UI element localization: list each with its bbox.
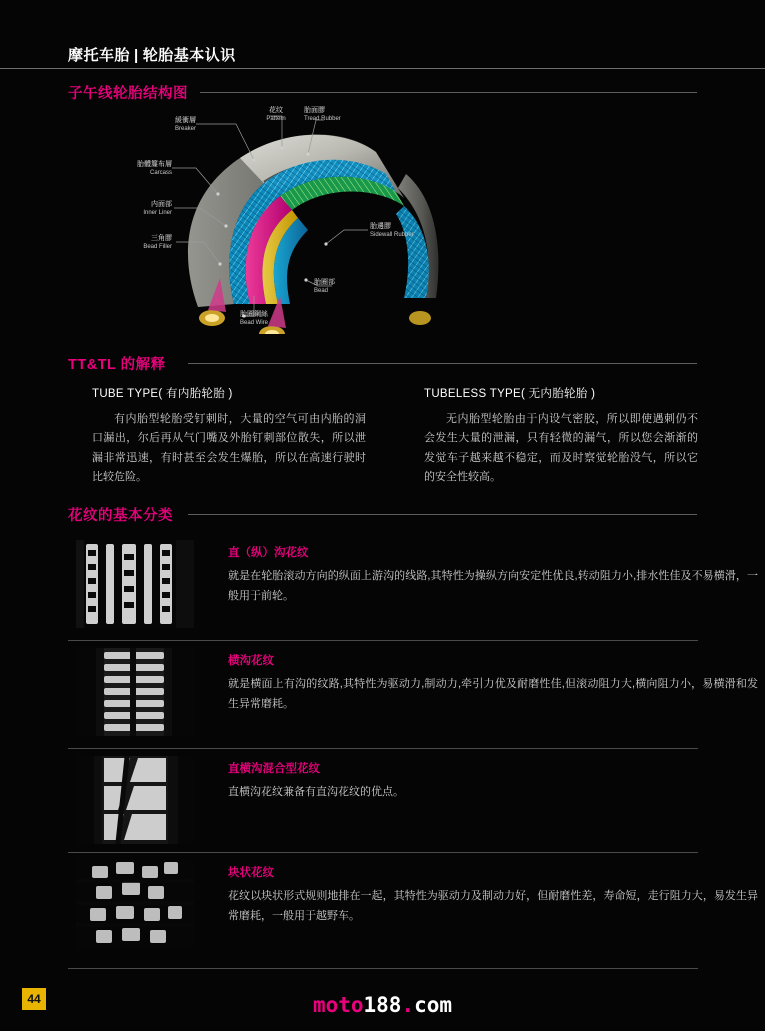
- diagram-label-sidewall-rubber: [370, 222, 470, 240]
- tube-type-title: TUBE TYPE( 有内胎轮胎 ): [92, 388, 233, 400]
- diagram-label-breaker: [108, 116, 196, 134]
- brand-dot: .: [401, 993, 415, 1017]
- diagram-label-bead-wire-cn: 胎圈鋼絲: [240, 311, 268, 318]
- brand-suffix: com: [414, 993, 453, 1017]
- diagram-label-tread-rubber-cn: 胎面膠: [304, 107, 325, 114]
- mixed-groove-tread-image: [76, 756, 194, 844]
- section-title-structure: 子午线轮胎结构图: [68, 86, 188, 102]
- header-left-title: 摩托车胎: [68, 47, 131, 64]
- tube-type-body: 有内胎型轮胎受钉刺时，大量的空气可由内胎的洞口漏出，尔后再从气门嘴及外胎钉刺部位散失，所以泄漏非常迅速，有时甚至会发生爆胎，所以在高速行驶时比较危险。: [92, 413, 366, 483]
- header-separator: |: [134, 47, 139, 64]
- section-rule-structure: [200, 92, 697, 93]
- pattern-row-longitudinal: [68, 540, 758, 640]
- mixed-tread-svg: [76, 756, 194, 844]
- block-tread-image: [76, 860, 194, 948]
- diagram-label-breaker-cn: 緩衝層: [175, 117, 196, 124]
- pattern-text-lateral: 就是横面上有沟的纹路,其特性为驱动力,制动力,牵引力优及耐磨性佳,但滚动阻力大,横向阻力小，易横滑和发生异常磨耗。: [228, 678, 758, 711]
- page-header: [68, 44, 236, 65]
- pattern-title-mixed: 直横沟混合型花纹: [228, 763, 320, 775]
- diagram-label-bead-wire: [214, 310, 294, 328]
- diagram-label-carcass-cn: 胎體簾布層: [137, 161, 172, 168]
- pattern-title-longitudinal: 直（纵）沟花纹: [228, 547, 309, 559]
- lateral-groove-tread-image: [76, 648, 194, 736]
- pattern-row-divider-1: [68, 640, 698, 641]
- pattern-text-mixed: 直横沟花纹兼备有直沟花纹的优点。: [228, 786, 404, 798]
- section-title-tttl: TT&TL 的解释: [68, 357, 166, 373]
- pattern-row-block: [68, 860, 758, 960]
- pattern-row-divider-3: [68, 852, 698, 853]
- header-right-title: 轮胎基本认识: [142, 47, 236, 64]
- diagram-label-bead-cn: 胎圈部: [314, 279, 335, 286]
- diagram-label-carcass: [68, 160, 172, 178]
- tubeless-type-title: TUBELESS TYPE( 无内胎轮胎 ): [424, 388, 596, 400]
- brand-logo: [0, 993, 765, 1017]
- radial-tire-structure-diagram: [68, 104, 698, 334]
- tube-type-column: [92, 384, 366, 487]
- pattern-text-longitudinal: 就是在轮胎滚动方向的纵面上游沟的线路,其特性为操纵方向安定性优良,转动阻力小,排水性佳及不易横滑，一般用于前轮。: [228, 570, 758, 603]
- diagram-label-tread-rubber-en: Tread Rubber: [304, 116, 341, 123]
- diagram-label-bead-en: Bead: [314, 288, 329, 295]
- diagram-label-carcass-en: Carcass: [149, 170, 172, 177]
- brand-number: 188: [363, 993, 402, 1017]
- pattern-title-block: 块状花纹: [228, 867, 274, 879]
- diagram-label-pattern-cn: 花纹: [269, 107, 283, 114]
- diagram-label-pattern: [246, 106, 306, 124]
- section-title-patterns: 花纹的基本分类: [68, 508, 173, 524]
- diagram-label-inner-liner-en: Inner Liner: [143, 210, 172, 217]
- header-divider: [0, 68, 765, 69]
- pattern-title-lateral: 横沟花纹: [228, 655, 274, 667]
- tubeless-type-body: 无内胎型轮胎由于内设气密胶，所以即使遇刺仍不会发生大量的泄漏，只有轻微的漏气，所以您会渐渐的发觉车子越来越不稳定，而及时察觉轮胎没气，所以它的安全性较高。: [424, 413, 698, 483]
- tubeless-type-column: [424, 384, 698, 487]
- diagram-label-inner-liner-cn: 内面部: [151, 201, 172, 208]
- footer-divider: [68, 968, 698, 969]
- page-number-badge: 44: [22, 988, 46, 1010]
- longitudinal-groove-tread-image: [76, 540, 194, 628]
- diagram-label-bead-filler: [78, 234, 172, 252]
- block-tread-svg: [76, 860, 194, 948]
- diagram-label-breaker-en: Breaker: [174, 126, 196, 133]
- diagram-label-bead-filler-en: Bead Filler: [143, 244, 172, 251]
- section-rule-tttl: [188, 363, 697, 364]
- diagram-label-sidewall-rubber-cn: 胎邊膠: [370, 223, 391, 230]
- section-rule-patterns: [188, 514, 697, 515]
- diagram-label-tread-rubber: [304, 106, 394, 124]
- pattern-row-lateral: [68, 648, 758, 748]
- diagram-label-bead: [314, 278, 384, 296]
- longitudinal-tread-svg: [76, 540, 194, 628]
- pattern-row-mixed: [68, 756, 698, 852]
- brand-prefix: moto: [312, 993, 364, 1017]
- lateral-tread-svg: [76, 648, 194, 736]
- diagram-label-pattern-en: Pattern: [266, 116, 286, 123]
- pattern-text-block: 花纹以块状形式规则地排在一起，其特性为驱动力及制动力好，但耐磨性差，寿命短，走行阻力大，易发生异常磨耗，一般用于越野车。: [228, 890, 758, 923]
- pattern-row-divider-2: [68, 748, 698, 749]
- diagram-label-sidewall-rubber-en: Sidewall Rubber: [370, 232, 414, 239]
- diagram-label-bead-wire-en: Bead Wire: [239, 320, 268, 327]
- tire-cutaway-illustration: [68, 104, 698, 334]
- diagram-label-inner-liner: [78, 200, 172, 218]
- diagram-label-bead-filler-cn: 三角膠: [151, 235, 172, 242]
